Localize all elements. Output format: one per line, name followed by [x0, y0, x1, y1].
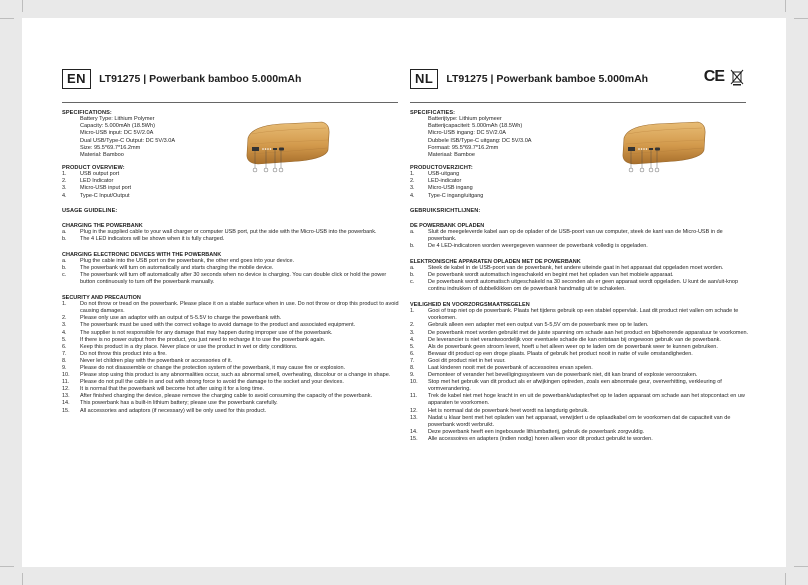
- devices-list: [62, 258, 402, 286]
- security-item: 1. Do not throw or tread on the powerbank. Please place it on a stable surface when in use. Do not throw or drop this product to avoid causing damages.: [62, 301, 399, 315]
- crop-mark: [22, 0, 23, 12]
- manual-page: [22, 18, 786, 567]
- security-item: 3. De powerbank moet worden gebruikt met de juiste spanning om schade aan het product en bijbehorende apparatuur te voorkomen.: [410, 329, 749, 336]
- security-heading: VEILIGHEID EN VOORZORGSMAATREGELEN: [410, 302, 530, 309]
- security-item: 2. Gebruik alleen een adapter met een output van 5-5,5V om de powerbank mee op te laden.: [410, 322, 649, 329]
- security-item: 9. Please do not disassemble or change the protection system of the powerbank, it may cause fire or explosion.: [62, 365, 346, 371]
- security-item: 1. Gooi of trap niet op de powerbank. Plaats het tijdens gebruik op een stabiel oppervlak. Laat dit product niet vallen om schade te voorkomen.: [410, 308, 739, 322]
- powerbank-image: [240, 108, 332, 176]
- spec-item: Batterijtype: Lithium polymeer: [428, 116, 502, 122]
- spec-item: Micro-USB ingang: DC 5V/2.0A: [428, 130, 507, 137]
- language-code: NL: [410, 69, 438, 89]
- usage-heading: GEBRUIKSRICHTLIJNEN:: [410, 207, 481, 214]
- charging-item: a. Plug in the supplied cable to your wall charger or computer USB port, put the side with the Micro-USB into the powerbank.: [62, 228, 377, 235]
- security-heading: SECURITY AND PRECAUTION: [62, 295, 141, 302]
- overview-heading: PRODUCT OVERVIEW:: [62, 165, 125, 172]
- security-item: 12. It is normal that the powerbank will become hot after using it for a long time.: [62, 386, 265, 393]
- security-item: 14. This powerbank has a built-in lithium battery; please use the powerbank carefully.: [62, 400, 278, 407]
- charging-heading: CHARGING THE POWERBANK: [62, 222, 143, 229]
- crop-mark: [0, 566, 14, 567]
- security-item: 6. Keep this product in a dry place. Never place or use the product in wet or dirty conditions.: [62, 343, 298, 350]
- devices-item: b. The powerbank will turn on automatically and starts charging the mobile device.: [62, 264, 274, 271]
- security-list: [62, 301, 402, 415]
- security-list: [410, 308, 750, 443]
- security-item: 12. Het is normaal dat de powerbank heet wordt na langdurig gebruik.: [410, 407, 589, 414]
- security-item: 4. The supplier is not responsible for any damage that may happen during improper use of the powerbank.: [62, 329, 333, 336]
- header-divider: [410, 102, 746, 103]
- overview-list: [62, 171, 402, 199]
- charging-list: [410, 229, 750, 250]
- charging-item: b. De 4 LED-indicatoren worden weergegeven wanneer de powerbank volledig is opgeladen.: [410, 242, 648, 249]
- weee-bin-icon: [730, 68, 744, 86]
- ce-mark: CE: [703, 68, 724, 85]
- specifications-heading: SPECIFICATIES:: [410, 110, 456, 116]
- document-title: LT91275 | Powerbank bamboe 5.000mAh: [446, 73, 649, 85]
- security-item: 13. After finished charging the device, please remove the charging cable to avoid consuming the capacity of the powerbank.: [62, 393, 372, 400]
- powerbank-illustration: [240, 108, 332, 176]
- devices-item: a. Plug the cable into the USB port on the powerbank, the other end goes into your device.: [62, 257, 295, 264]
- security-item: 15. Alle accessoires en adapters (indien nodig) horen alleen voor dit product gebruikt te worden.: [410, 435, 653, 442]
- security-item: 3. The powerbank must be used with the correct voltage to avoid damage to the product and associated equipment.: [62, 322, 356, 329]
- security-item: 11. Please do not pull the cable in and out with strong force to avoid the damage to the socket and your devices.: [62, 379, 344, 386]
- dutch-header: [410, 68, 750, 90]
- spec-item: Capacity: 5.000mAh (18.5Wh): [80, 123, 155, 130]
- security-item: 10. Please stop using this product is any abnormalities occur, such as abnormal smell, overheating, discolour or a change in shape.: [62, 372, 391, 379]
- charging-list: [62, 229, 402, 243]
- overview-heading: PRODUCTOVERZICHT:: [410, 165, 473, 172]
- security-item: 14. Deze powerbank heeft een ingebouwde lithiumbatterij, gebruik de powerbank zorgvuldig.: [410, 428, 645, 435]
- specifications-heading: SPECIFICATIONS:: [62, 110, 112, 116]
- overview-item: 4. Type-C ingang/uitgang: [410, 192, 484, 199]
- specifications-list: [62, 116, 402, 159]
- spec-item: Dual USB/Type-C Output: DC 5V/3.0A: [80, 137, 176, 144]
- security-item: 7. Do not throw this product into a fire.: [62, 350, 167, 357]
- usb-port-icon: [628, 147, 635, 151]
- security-item: 8. Never let children play with the powerbank or accessories of it.: [62, 357, 233, 364]
- powerbank-image: [616, 108, 708, 176]
- spec-item: Dubbele ISB/Type-C uitgang: DC 5V/3.0A: [428, 137, 532, 144]
- powerbank-illustration: [616, 108, 708, 176]
- usb-port-icon: [252, 147, 259, 151]
- overview-item: 1. USB-uitgang: [410, 171, 460, 178]
- overview-item: 4. Type-C Input/Output: [62, 192, 130, 199]
- english-header: [62, 68, 402, 90]
- security-item: 9. Demonteer of verander het beveiligingssysteem van de powerbank niet, dit kan brand of explosie veroorzaken.: [410, 372, 698, 379]
- certification-marks: [704, 68, 744, 86]
- spec-item: Formaat: 95.5*69.7*16.2mm: [428, 144, 499, 151]
- devices-item: a. Steek de kabel in de USB-poort van de powerbank, het andere uiteinde gaat in het apparaat dat opgeladen moet worden.: [410, 264, 724, 271]
- english-column: [62, 68, 402, 415]
- spec-item: Material: Bamboo: [80, 152, 124, 159]
- crop-mark: [794, 18, 808, 19]
- security-item: 7. Gooi dit product niet in het vuur.: [410, 357, 506, 364]
- crop-mark: [0, 18, 14, 19]
- security-item: 11. Trek de kabel niet met hoge kracht in en uit de powerbank/adapter/het op te laden apparaat om schade aan het stopcontact en uw apparaten te voorkomen.: [410, 393, 745, 407]
- language-code: EN: [62, 69, 91, 89]
- spec-item: Materiaal: Bamboe: [428, 152, 475, 159]
- devices-heading: CHARGING ELECTRONIC DEVICES WITH THE POWERBANK: [62, 251, 222, 258]
- spec-item: Micro-USB input: DC 5V/2.0A: [80, 130, 154, 137]
- overview-item: 3. Micro-USB input port: [62, 185, 132, 192]
- security-item: 2. Please only use an adaptor with an output of 5-5.5V to charge the powerbank with.: [62, 315, 282, 322]
- spec-item: Batterijcapaciteit: 5.000mAh (18.5Wh): [428, 123, 523, 130]
- crop-mark: [794, 566, 808, 567]
- devices-item: b. De powerbank wordt automatisch ingeschakeld en begint met het opladen van het mobiele apparaat.: [410, 271, 674, 278]
- security-item: 10. Stop met het gebruik van dit product als er afwijkingen optreden, zoals een abnormale geur, oververhitting, verkleuring of vormverandering.: [410, 379, 722, 393]
- usage-heading: USAGE GUIDELINE:: [62, 207, 118, 214]
- charging-heading: DE POWERBANK OPLADEN: [410, 222, 485, 229]
- crop-mark: [22, 573, 23, 585]
- security-item: 8. Laat kinderen nooit met de powerbank of accessoires ervan spelen.: [410, 365, 593, 371]
- charging-item: a. Sluit de meegeleverde kabel aan op de oplader of de USB-poort van uw computer, steek de kant van de Micro-USB in de powerbank.: [410, 228, 723, 242]
- crop-mark: [785, 0, 786, 12]
- overview-item: 2. LED Indicator: [62, 178, 114, 185]
- security-item: 15. All accessories and adaptors (if necessary) will be only used for this product.: [62, 407, 267, 414]
- overview-item: 1. USB output port: [62, 171, 120, 178]
- security-item: 4. De leverancier is niet verantwoordelijk voor eventuele schade die kan ontstaan bij ongewoon gebruik van de powerbank.: [410, 336, 721, 343]
- devices-heading: ELEKTRONISCHE APPARATEN OPLADEN MET DE POWERBANK: [410, 258, 581, 265]
- security-item: 5. If there is no power output from the product, you just need to recharge it to use the powerbank again.: [62, 336, 326, 343]
- security-item: 6. Bewaar dit product op een droge plaats. Plaats of gebruik het product nooit in natte of vuile omstandigheden.: [410, 350, 693, 357]
- security-item: 13. Nadat u klaar bent met het opladen van het apparaat, verwijdert u de oplaadkabel om te voorkomen dat de capaciteit van de powerbank wordt verbruikt.: [410, 414, 731, 428]
- crop-mark: [785, 573, 786, 585]
- overview-item: 3. Micro-USB ingang: [410, 185, 473, 192]
- header-divider: [62, 102, 398, 103]
- devices-item: c. De powerbank wordt automatisch uitgeschakeld na 30 seconden als er geen apparaat wordt opgeladen. U kunt de aan/uit-knop continu indrukken of dubbelklikken om de powerbank handmatig uit te schakelen.: [410, 279, 739, 293]
- spec-item: Battery Type: Lithium Polymer: [80, 116, 155, 122]
- spec-item: Size: 95.5*69.7*16.2mm: [80, 144, 141, 151]
- devices-item: c. The powerbank will turn off automatically after 30 seconds when no device is charging. You can double click or hold the power button continuously to turn off the powerbank manually.: [62, 271, 387, 286]
- devices-list: [410, 265, 750, 293]
- charging-item: b. The 4 LED indicators will be shown when it is fully charged.: [62, 235, 225, 242]
- overview-item: 2. LED-indicator: [410, 178, 462, 185]
- document-title: LT91275 | Powerbank bamboo 5.000mAh: [99, 73, 302, 85]
- security-item: 5. Als de powerbank geen stroom levert, hoeft u het alleen weer op te laden om de powerbank weer te kunnen gebruiken.: [410, 343, 718, 350]
